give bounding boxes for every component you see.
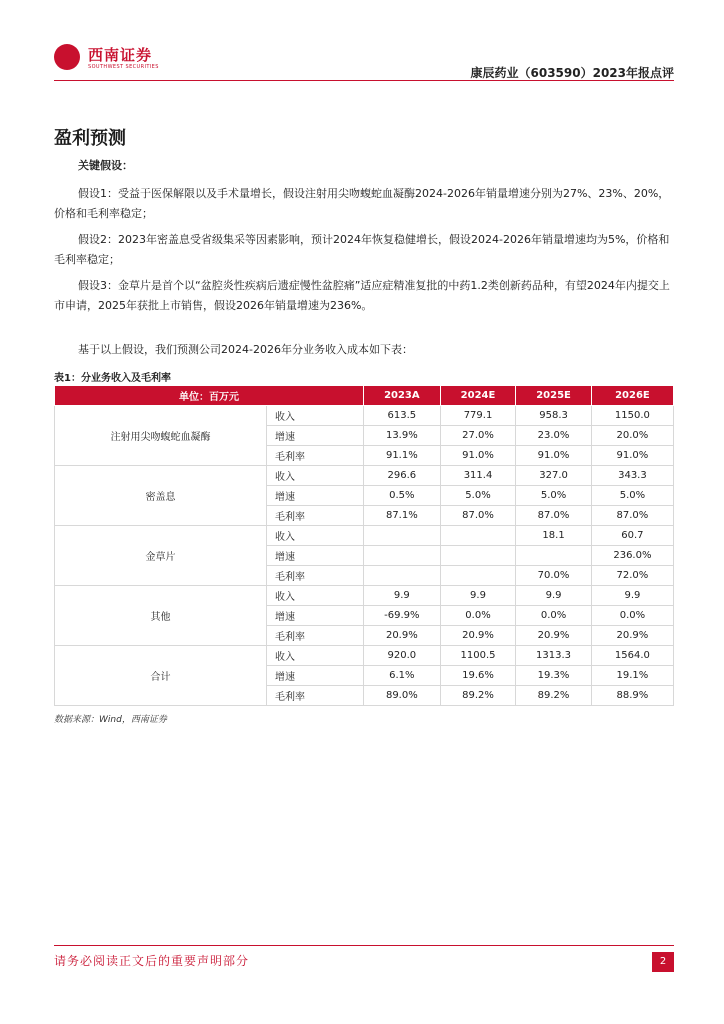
product-name-cell: 密盖息 (55, 466, 267, 526)
value-cell: -69.9% (363, 606, 440, 626)
data-source: 数据来源：Wind，西南证券 (54, 715, 167, 725)
metric-label-cell: 毛利率 (266, 626, 363, 646)
value-cell: 23.0% (516, 426, 592, 446)
logo-chinese-name: 西南证券 (88, 46, 153, 64)
value-cell: 0.0% (591, 606, 673, 626)
table-row (55, 526, 674, 546)
value-cell: 5.0% (440, 486, 516, 506)
value-cell: 920.0 (363, 646, 440, 666)
value-cell: 91.1% (363, 446, 440, 466)
page-header (54, 40, 674, 82)
value-cell: 19.1% (591, 666, 673, 686)
footer-divider (54, 945, 674, 946)
value-cell: 0.0% (516, 606, 592, 626)
metric-label-cell: 收入 (266, 526, 363, 546)
value-cell: 613.5 (363, 406, 440, 426)
metric-label-cell: 毛利率 (266, 566, 363, 586)
value-cell: 9.9 (363, 586, 440, 606)
table-caption: 表1：分业务收入及毛利率 (54, 373, 171, 384)
value-cell: 20.9% (440, 626, 516, 646)
product-name-cell: 注射用尖吻蝮蛇血凝酶 (55, 406, 267, 466)
metric-label-cell: 毛利率 (266, 446, 363, 466)
value-cell: 1564.0 (591, 646, 673, 666)
value-cell: 1100.5 (440, 646, 516, 666)
value-cell: 5.0% (516, 486, 592, 506)
value-cell (516, 546, 592, 566)
key-assumptions-label: 关键假设： (78, 159, 133, 172)
value-cell: 27.0% (440, 426, 516, 446)
value-cell (363, 526, 440, 546)
value-cell: 20.9% (516, 626, 592, 646)
value-cell: 236.0% (591, 546, 673, 566)
logo-english-name: SOUTHWEST SECURITIES (88, 64, 159, 70)
value-cell: 20.9% (591, 626, 673, 646)
value-cell: 19.6% (440, 666, 516, 686)
value-cell (363, 566, 440, 586)
value-cell: 89.2% (516, 686, 592, 706)
unit-header: 单位：百万元 (55, 386, 364, 406)
revenue-margin-table (54, 385, 674, 706)
section-title: 盈利预测 (54, 128, 126, 149)
value-cell: 9.9 (591, 586, 673, 606)
value-cell: 343.3 (591, 466, 673, 486)
year-header: 2023A (363, 386, 440, 406)
value-cell: 779.1 (440, 406, 516, 426)
table-row (55, 466, 674, 486)
value-cell: 958.3 (516, 406, 592, 426)
value-cell: 70.0% (516, 566, 592, 586)
metric-label-cell: 毛利率 (266, 686, 363, 706)
year-header: 2025E (516, 386, 592, 406)
value-cell: 60.7 (591, 526, 673, 546)
table-row (55, 406, 674, 426)
value-cell: 327.0 (516, 466, 592, 486)
year-header: 2024E (440, 386, 516, 406)
value-cell: 87.0% (440, 506, 516, 526)
product-name-cell: 其他 (55, 586, 267, 646)
page-number: 2 (652, 952, 674, 972)
table-row (55, 646, 674, 666)
value-cell: 1313.3 (516, 646, 592, 666)
assumption-1: 假设1：受益于医保解限以及手术量增长，假设注射用尖吻蝮蛇血凝酶2024-2026年销量增速分别为27%、23%、20%，价格和毛利率稳定； (54, 187, 670, 220)
metric-label-cell: 收入 (266, 466, 363, 486)
report-title: 康辰药业（603590）2023年报点评 (470, 66, 674, 80)
value-cell (440, 526, 516, 546)
value-cell: 311.4 (440, 466, 516, 486)
value-cell: 296.6 (363, 466, 440, 486)
value-cell: 9.9 (516, 586, 592, 606)
value-cell: 91.0% (440, 446, 516, 466)
value-cell: 72.0% (591, 566, 673, 586)
metric-label-cell: 增速 (266, 546, 363, 566)
value-cell: 1150.0 (591, 406, 673, 426)
metric-label-cell: 收入 (266, 586, 363, 606)
footer-disclaimer: 请务必阅读正文后的重要声明部分 (54, 954, 250, 968)
product-name-cell: 金草片 (55, 526, 267, 586)
value-cell: 89.2% (440, 686, 516, 706)
value-cell (363, 546, 440, 566)
value-cell: 88.9% (591, 686, 673, 706)
assumption-3: 假设3：金草片是首个以“盆腔炎性疾病后遗症慢性盆腔痛”适应症精准复批的中药1.2类创新药品种，有望2024年内提交上市申请，2025年获批上市销售，假设2026年销量增速为236%。 (54, 279, 670, 312)
value-cell: 20.0% (591, 426, 673, 446)
value-cell: 91.0% (516, 446, 592, 466)
table-row (55, 586, 674, 606)
metric-label-cell: 收入 (266, 646, 363, 666)
metric-label-cell: 增速 (266, 606, 363, 626)
value-cell: 89.0% (363, 686, 440, 706)
value-cell: 13.9% (363, 426, 440, 446)
value-cell (440, 566, 516, 586)
value-cell: 19.3% (516, 666, 592, 686)
metric-label-cell: 增速 (266, 486, 363, 506)
metric-label-cell: 增速 (266, 666, 363, 686)
value-cell: 20.9% (363, 626, 440, 646)
table-header-row (55, 386, 674, 406)
metric-label-cell: 增速 (266, 426, 363, 446)
metric-label-cell: 毛利率 (266, 506, 363, 526)
value-cell: 6.1% (363, 666, 440, 686)
logo-emblem-icon (54, 44, 80, 70)
company-logo (54, 42, 204, 76)
value-cell: 0.0% (440, 606, 516, 626)
value-cell: 0.5% (363, 486, 440, 506)
product-name-cell: 合计 (55, 646, 267, 706)
header-divider (54, 80, 674, 81)
value-cell: 18.1 (516, 526, 592, 546)
value-cell: 5.0% (591, 486, 673, 506)
assumption-2: 假设2：2023年密盖息受省级集采等因素影响，预计2024年恢复稳健增长，假设2024-2026年销量增速均为5%，价格和毛利率稳定； (54, 233, 670, 266)
value-cell: 91.0% (591, 446, 673, 466)
value-cell: 9.9 (440, 586, 516, 606)
year-header: 2026E (591, 386, 673, 406)
metric-label-cell: 收入 (266, 406, 363, 426)
value-cell: 87.0% (516, 506, 592, 526)
value-cell (440, 546, 516, 566)
value-cell: 87.0% (591, 506, 673, 526)
forecast-intro: 基于以上假设，我们预测公司2024-2026年分业务收入成本如下表： (78, 343, 413, 356)
value-cell: 87.1% (363, 506, 440, 526)
